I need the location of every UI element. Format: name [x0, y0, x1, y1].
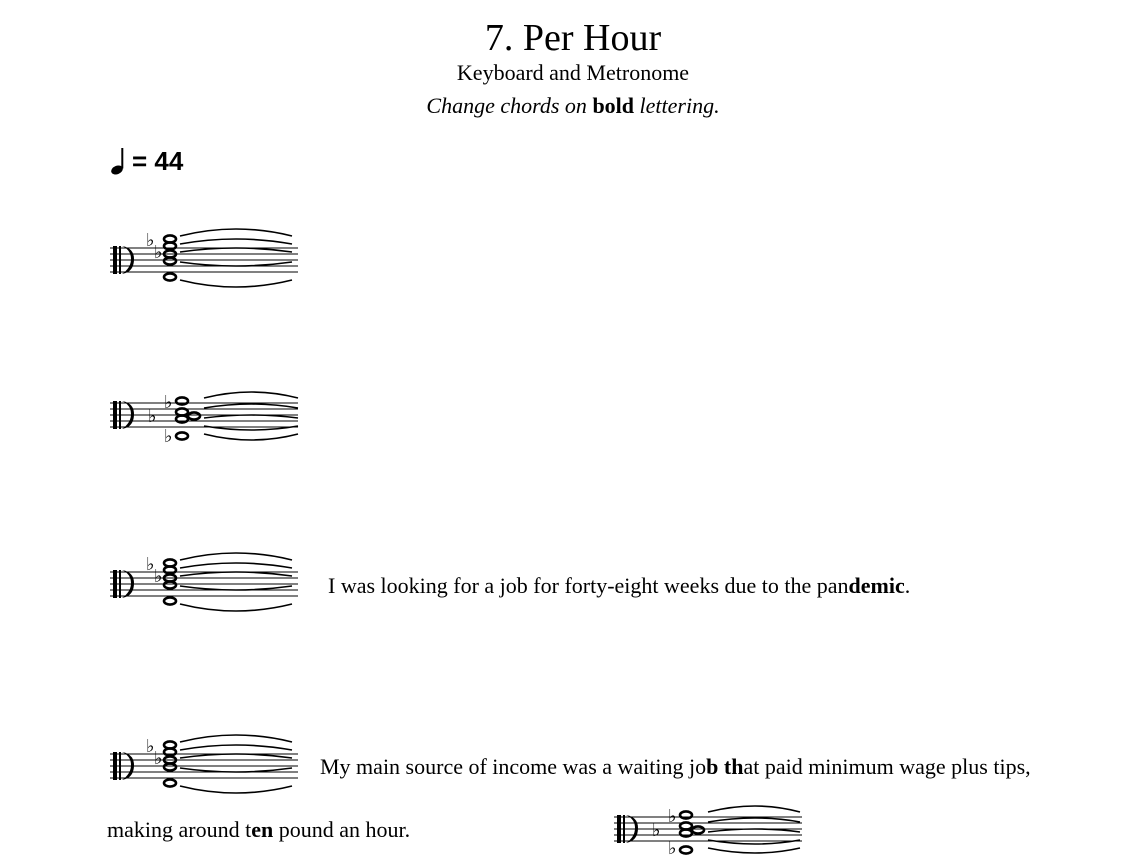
page-subtitle: Keyboard and Metronome — [456, 60, 690, 85]
svg-text:♭: ♭ — [652, 820, 661, 841]
lyric-3-bold: en — [251, 817, 274, 842]
chord-a-icon — [108, 548, 303, 618]
svg-text:♭: ♭ — [148, 406, 157, 427]
instruction-part2: lettering. — [634, 93, 720, 118]
svg-text:♭: ♭ — [154, 748, 163, 769]
lyric-1-bold: demic — [848, 573, 905, 598]
svg-text:♭: ♭ — [146, 736, 155, 757]
quarter-note-icon — [110, 146, 126, 176]
chord-a-icon — [108, 730, 303, 800]
svg-text:♭: ♭ — [146, 554, 155, 575]
lyric-3-post: pound an hour. — [273, 817, 411, 842]
svg-text:♭: ♭ — [164, 426, 173, 447]
page-title: 7. Per Hour — [484, 17, 662, 59]
lyric-2-pre: My main source of income was a waiting jo — [320, 754, 707, 779]
lyric-1-post: . — [904, 573, 911, 598]
chord-b-icon — [108, 388, 303, 450]
tempo-value: = 44 — [132, 146, 184, 176]
svg-text:♭: ♭ — [154, 566, 163, 587]
svg-text:♭: ♭ — [146, 230, 155, 251]
svg-text:♭: ♭ — [668, 838, 677, 856]
lyric-line-3 — [107, 816, 410, 844]
tempo-marking — [110, 144, 183, 178]
svg-text:♭: ♭ — [164, 392, 173, 413]
lyric-1-pre: I was looking for a job for forty-eight weeks due to the pan — [328, 573, 849, 598]
lyric-line-2 — [320, 753, 1031, 781]
chord-a-icon — [108, 224, 303, 294]
instruction — [0, 92, 1146, 120]
svg-text:♭: ♭ — [154, 242, 163, 263]
lyric-3-pre: making around t — [107, 817, 252, 842]
lyric-2-post: at paid minimum wage plus tips, — [743, 754, 1031, 779]
instruction-bold: bold — [592, 93, 635, 118]
chord-b-icon — [612, 798, 807, 856]
instruction-part1: Change chords on — [426, 93, 593, 118]
lyric-line-1 — [328, 572, 910, 600]
lyric-2-bold: b th — [706, 754, 744, 779]
svg-text:♭: ♭ — [668, 806, 677, 827]
